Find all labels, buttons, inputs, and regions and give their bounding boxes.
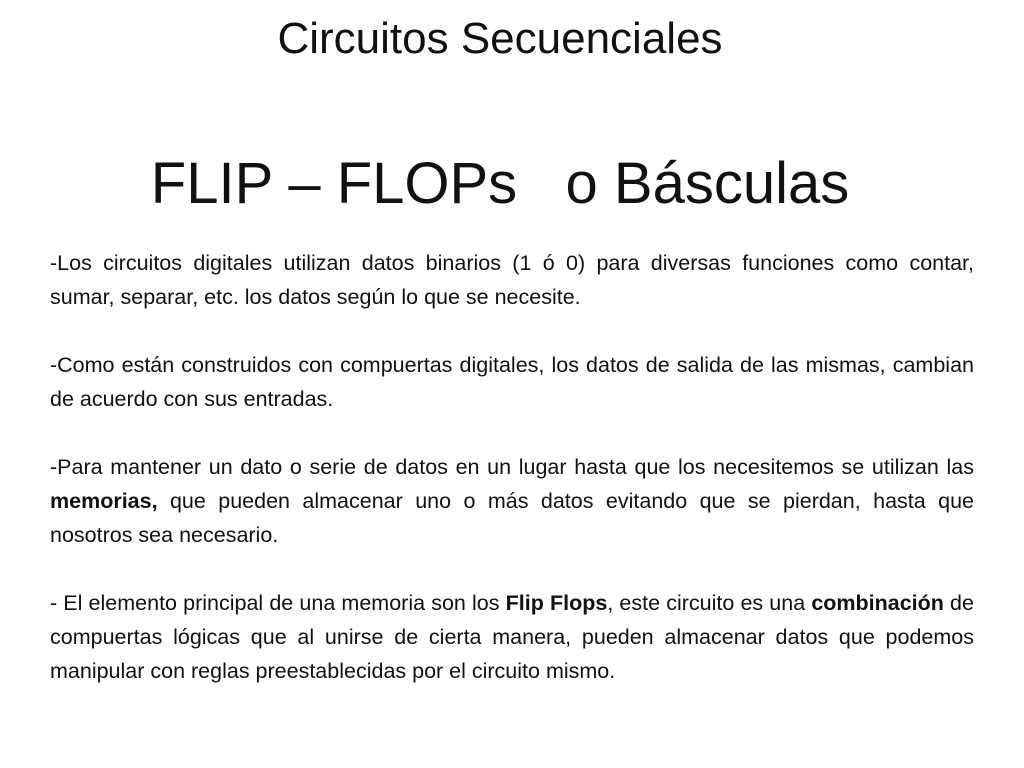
paragraph-text: -Para mantener un dato o serie de datos en un lugar hasta que los necesitemos se utilizan las xyxy=(50,455,974,479)
paragraph-text: , este circuito es una xyxy=(607,591,812,615)
paragraph-1 xyxy=(50,246,974,314)
slide-title: Circuitos Secuenciales xyxy=(277,14,723,63)
paragraph-4 xyxy=(50,586,974,688)
paragraph-3 xyxy=(50,450,974,552)
paragraph-text: que pueden almacenar uno o más datos evitando que se pierdan, hasta que nosotros sea necesario. xyxy=(50,489,974,547)
paragraph-text: -Los circuitos digitales utilizan datos binarios (1 ó 0) para diversas funciones como contar, sumar, separar, etc. los datos según lo que se necesite. xyxy=(50,251,974,309)
slide-body xyxy=(50,246,974,688)
paragraph-2 xyxy=(50,348,974,416)
slide-subtitle: FLIP – FLOPs o Básculas xyxy=(150,151,850,216)
paragraph-text: -Como están construidos con compuertas digitales, los datos de salida de las mismas, cambian de acuerdo con sus entradas. xyxy=(50,353,974,411)
bold-term-combinacion: combinación xyxy=(811,591,944,615)
paragraph-text: - El elemento principal de una memoria son los xyxy=(50,591,506,615)
bold-term-memorias: memorias, xyxy=(50,489,158,513)
paragraph-text: de compuertas lógicas que al unirse de cierta manera, pueden almacenar datos que podemos manipular con reglas preestablecidas por el circuito mismo. xyxy=(50,591,974,683)
bold-term-flip-flops: Flip Flops xyxy=(505,591,608,615)
